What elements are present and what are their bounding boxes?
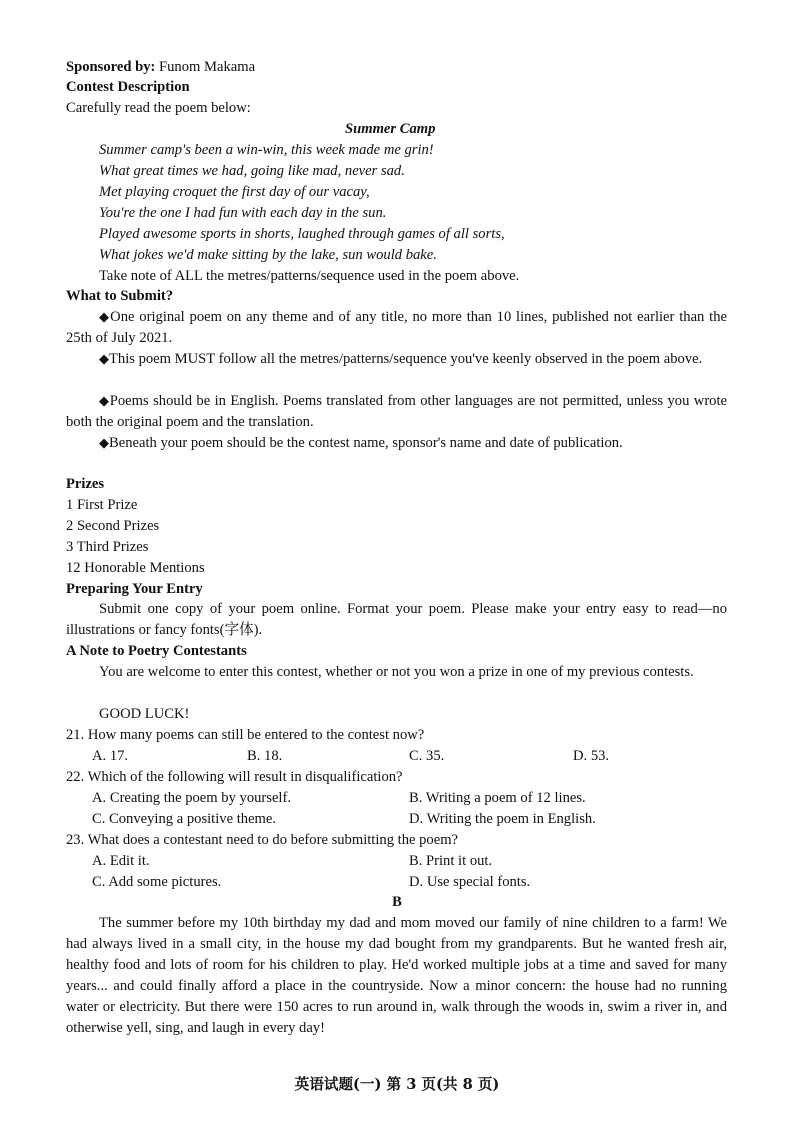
submit-item: [66, 307, 727, 349]
section-b-heading: B: [392, 894, 402, 910]
question-stem: 22. Which of the following will result in disqualification?: [66, 769, 403, 785]
answer-option: B. Print it out.: [409, 853, 493, 869]
answer-option: D. Writing the poem in English.: [409, 811, 596, 827]
diamond-bullet-icon: ◆: [99, 394, 110, 409]
prize-item: 2 Second Prizes: [66, 518, 160, 534]
take-note-text: Take note of ALL the metres/patterns/sequence used in the poem above.: [99, 268, 520, 284]
preparing-heading: Preparing Your Entry: [66, 581, 203, 597]
submit-item: [66, 433, 727, 454]
diamond-bullet-icon: ◆: [99, 352, 109, 367]
diamond-bullet-icon: ◆: [99, 436, 109, 451]
good-luck-text: GOOD LUCK!: [99, 706, 190, 722]
prize-item: 3 Third Prizes: [66, 539, 149, 555]
submit-item: [66, 391, 727, 433]
answer-option: A. 17.: [92, 748, 129, 764]
answer-option: D. Use special fonts.: [409, 874, 531, 890]
question-stem: 21. How many poems can still be entered to the contest now?: [66, 727, 425, 743]
answer-option: C. Conveying a positive theme.: [92, 811, 277, 827]
note-heading: A Note to Poetry Contestants: [66, 643, 247, 659]
answer-option: A. Edit it.: [92, 853, 150, 869]
prize-item: 12 Honorable Mentions: [66, 560, 205, 576]
page-footer: 英语试题(一) 第 3 页(共 8 页): [294, 1076, 500, 1093]
diamond-bullet-icon: ◆: [99, 310, 111, 325]
poem-line: Summer camp's been a win-win, this week made me grin!: [99, 142, 434, 158]
answer-option: B. 18.: [247, 748, 283, 764]
submit-item-text: One original poem on any theme and of any title, no more than 10 lines, published not earlier than the 25th of July 2021.: [66, 309, 727, 346]
submit-item-text: Beneath your poem should be the contest name, sponsor's name and date of publication.: [109, 435, 623, 451]
sponsor-label: Sponsored by:: [66, 59, 156, 75]
contest-description-heading: Contest Description: [66, 79, 190, 95]
prize-item: 1 First Prize: [66, 497, 138, 513]
submit-item-text: This poem MUST follow all the metres/patterns/sequence you've keenly observed in the poem above.: [109, 351, 703, 367]
passage-b: The summer before my 10th birthday my dad and mom moved our family of nine children to a farm! We had always lived in a small city, in the house my dad bought from my grandparents. But he wanted fresh air, healthy food and lots of room for his children to play. He'd worked multiple jobs at a time and saved for many years... and could finally afford a place in the countryside. Now a minor concern: the house had no running water or electricity. But there were 150 acres to run around in, walk through the woods in, swim a river in, and otherwise yell, sing, and laugh in every day!: [66, 915, 727, 1036]
note-text: You are welcome to enter this contest, whether or not you won a prize in one of my previous contests.: [99, 664, 694, 680]
poem-line: What great times we had, going like mad, never sad.: [99, 163, 405, 179]
prizes-heading: Prizes: [66, 476, 105, 492]
answer-option: A. Creating the poem by yourself.: [92, 790, 291, 806]
answer-option: C. Add some pictures.: [92, 874, 222, 890]
submit-item-text: Poems should be in English. Poems translated from other languages are not permitted, unless you wrote both the original poem and the translation.: [66, 393, 728, 430]
poem-line: Met playing croquet the first day of our vacay,: [99, 184, 370, 200]
sponsor-name: Funom Makama: [159, 59, 256, 75]
poem-line: Played awesome sports in shorts, laughed through games of all sorts,: [99, 226, 505, 242]
submit-item: [66, 349, 727, 370]
answer-option: B. Writing a poem of 12 lines.: [409, 790, 586, 806]
poem-line: You're the one I had fun with each day in the sun.: [99, 205, 387, 221]
poem-line: What jokes we'd make sitting by the lake, sun would bake.: [99, 247, 437, 263]
answer-option: D. 53.: [573, 748, 610, 764]
answer-option: C. 35.: [409, 748, 445, 764]
preparing-text: Submit one copy of your poem online. Format your poem. Please make your entry easy to read—no illustrations or fancy fonts(字体).: [66, 601, 727, 638]
sponsor-line: [66, 57, 255, 77]
question-stem: 23. What does a contestant need to do before submitting the poem?: [66, 832, 459, 848]
intro-text: Carefully read the poem below:: [66, 100, 251, 116]
poem-title: Summer Camp: [345, 121, 436, 137]
what-to-submit-heading: What to Submit?: [66, 288, 174, 304]
